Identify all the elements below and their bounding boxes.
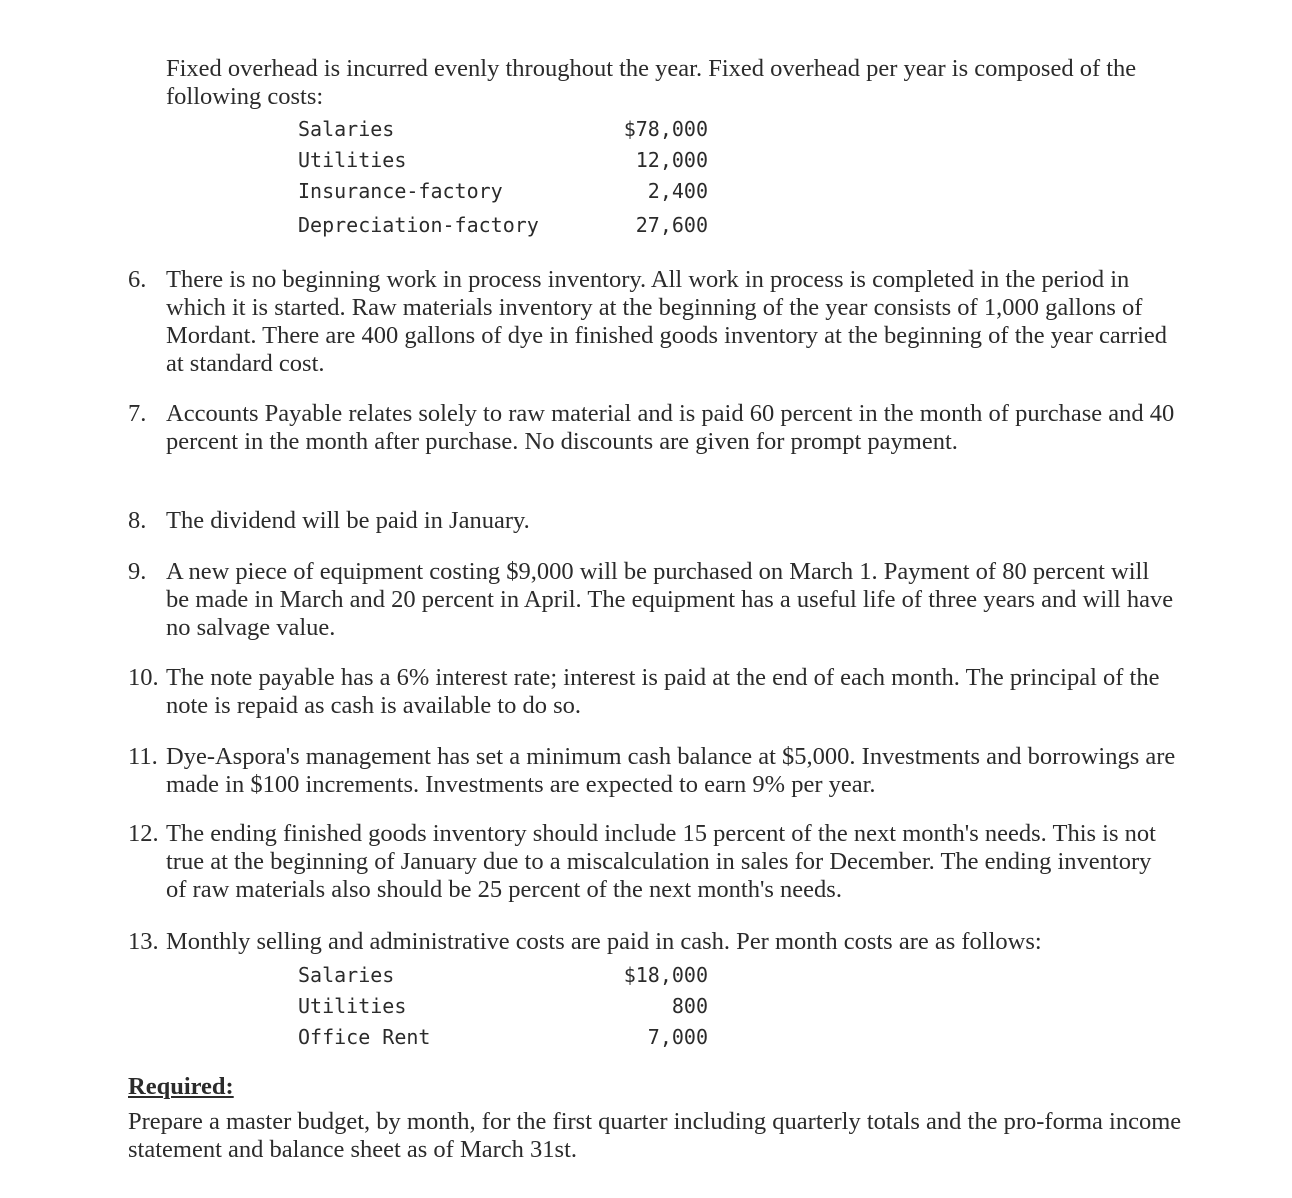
item-number: 9. (128, 558, 147, 585)
table-row (298, 963, 708, 991)
cost-amount: 7,000 (647, 1025, 708, 1049)
item-text: Dye-Aspora's management has set a minimum cash balance at $5,000. Investments and borrowings are made in $100 increments. Investments are expected to earn 9% per year. (166, 743, 1176, 798)
list-item (128, 266, 1176, 378)
table-row (298, 994, 708, 1022)
table-row (298, 179, 708, 207)
list-item (128, 928, 1176, 956)
item-number: 8. (128, 507, 147, 534)
item-text: Monthly selling and administrative costs are paid in cash. Per month costs are as follows: (166, 928, 1042, 955)
cost-amount: $78,000 (623, 117, 708, 141)
list-item (128, 507, 1176, 535)
cost-amount: 27,600 (635, 213, 708, 237)
item-number: 6. (128, 266, 147, 293)
cost-label: Salaries (298, 117, 395, 141)
cost-amount: 800 (671, 994, 708, 1018)
list-item (128, 558, 1176, 642)
table-row (298, 213, 708, 241)
cost-label: Salaries (298, 963, 395, 987)
cost-amount: $18,000 (623, 963, 708, 987)
list-item (128, 743, 1176, 799)
list-item (128, 820, 1176, 904)
item-number: 12. (128, 820, 159, 847)
table-row (298, 1025, 708, 1053)
item-number: 11. (128, 743, 158, 770)
cost-label: Utilities (298, 994, 407, 1018)
item-text: There is no beginning work in process inventory. All work in process is completed in the period in which it is started. Raw materials inventory at the beginning of the year consists of 1,000 gallons of Mordant. There are 400 gallons of dye in finished goods inventory at the beginning of the year carried at standard cost. (166, 266, 1168, 377)
item-number: 7. (128, 400, 147, 427)
cost-label: Depreciation-factory (298, 213, 539, 237)
list-item (128, 400, 1176, 456)
cost-label: Office Rent (298, 1025, 431, 1049)
cost-label: Utilities (298, 148, 407, 172)
item-text: A new piece of equipment costing $9,000 will be purchased on March 1. Payment of 80 percent will be made in March and 20 percent in April. The equipment has a useful life of three years and will have no salvage value. (166, 558, 1174, 641)
item-text: The ending finished goods inventory should include 15 percent of the next month's needs. This is not true at the beginning of January due to a miscalculation in sales for December. The ending inventory of raw materials also should be 25 percent of the next month's needs. (166, 820, 1156, 903)
cost-amount: 12,000 (635, 148, 708, 172)
item-text: Accounts Payable relates solely to raw material and is paid 60 percent in the month of purchase and 40 percent in the month after purchase. No discounts are given for prompt payment. (166, 400, 1175, 455)
item-text: The dividend will be paid in January. (166, 507, 530, 534)
table-row (298, 117, 708, 145)
item-number: 13. (128, 928, 159, 955)
intro-paragraph: Fixed overhead is incurred evenly throughout the year. Fixed overhead per year is composed of the following costs: (166, 55, 1137, 110)
cost-amount: 2,400 (647, 179, 708, 203)
item-text: The note payable has a 6% interest rate; interest is paid at the end of each month. The principal of the note is repaid as cash is available to do so. (166, 664, 1160, 719)
list-item (128, 664, 1176, 720)
required-heading: Required: (128, 1073, 234, 1100)
table-row (298, 148, 708, 176)
required-text: Prepare a master budget, by month, for the first quarter including quarterly totals and the pro-forma income statement and balance sheet as of March 31st. (128, 1108, 1182, 1163)
item-number: 10. (128, 664, 159, 691)
cost-label: Insurance-factory (298, 179, 503, 203)
